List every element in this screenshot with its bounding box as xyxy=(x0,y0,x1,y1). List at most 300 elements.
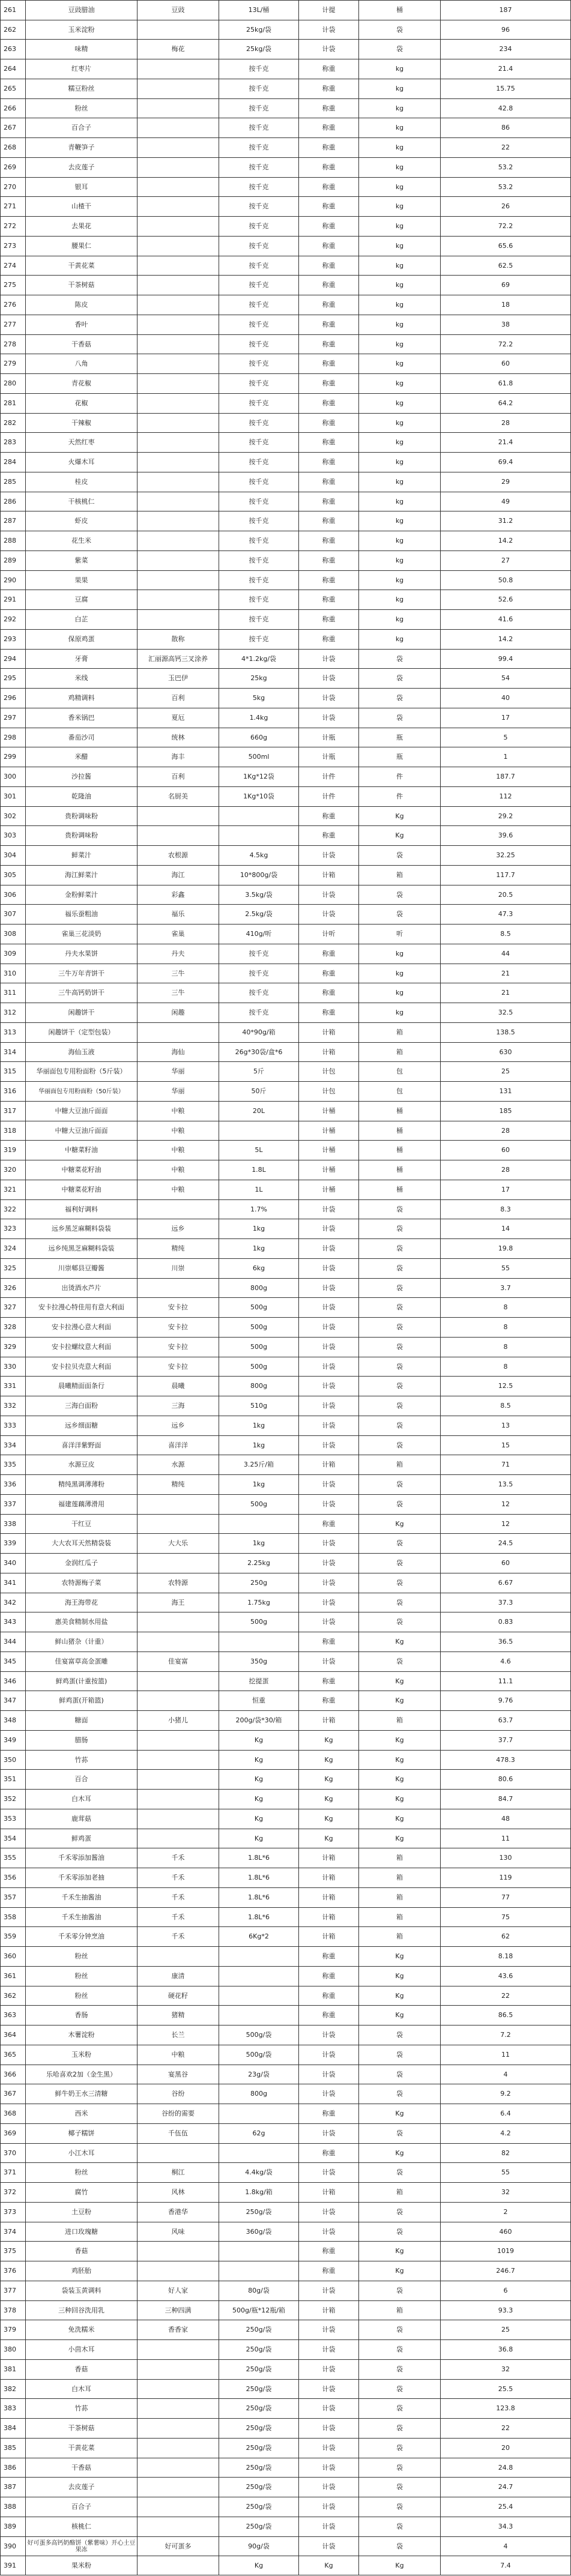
cell-spec: 250g/袋 xyxy=(219,2439,298,2458)
cell-price: 21 xyxy=(440,964,571,983)
cell-unit: 袋 xyxy=(358,1573,440,1593)
cell-unit-method: 称重 xyxy=(298,197,358,216)
table-row xyxy=(0,1278,571,1297)
cell-unit-method: 称重 xyxy=(298,1003,358,1022)
cell-spec: 1kg xyxy=(219,1534,298,1553)
cell-row-number: 332 xyxy=(0,1396,25,1416)
table-row xyxy=(0,1101,571,1121)
cell-row-number: 361 xyxy=(0,1967,25,1986)
cell-unit: 袋 xyxy=(358,1436,440,1455)
cell-brand: 远乡 xyxy=(137,1219,219,1238)
cell-unit: 袋 xyxy=(358,708,440,728)
cell-unit-method: 计袋 xyxy=(298,1534,358,1553)
cell-unit: 袋 xyxy=(358,2026,440,2045)
cell-row-number: 329 xyxy=(0,1338,25,1357)
cell-spec: 按千克 xyxy=(219,590,298,609)
cell-spec: 按千克 xyxy=(219,178,298,196)
table-row xyxy=(0,1376,571,1396)
cell-row-number: 338 xyxy=(0,1515,25,1533)
cell-price: 20 xyxy=(440,2439,571,2458)
table-row xyxy=(0,2143,571,2162)
cell-row-number: 362 xyxy=(0,1986,25,2005)
cell-product-name: 干香菇 xyxy=(25,2458,137,2477)
cell-row-number: 269 xyxy=(0,158,25,177)
cell-row-number: 265 xyxy=(0,79,25,98)
cell-price: 32 xyxy=(440,2360,571,2379)
cell-brand xyxy=(137,492,219,511)
cell-spec: 1.75kg xyxy=(219,1593,298,1612)
cell-row-number: 363 xyxy=(0,2006,25,2025)
cell-unit: kg xyxy=(358,1003,440,1022)
cell-unit: 箱 xyxy=(358,1927,440,1946)
cell-unit-method: 计袋 xyxy=(298,1279,358,1297)
cell-unit: 听 xyxy=(358,925,440,944)
cell-unit: Kg xyxy=(358,807,440,825)
cell-row-number: 286 xyxy=(0,492,25,511)
table-row xyxy=(0,1514,571,1533)
cell-spec: 250g/袋 xyxy=(219,2517,298,2536)
cell-brand: 风林 xyxy=(137,2183,219,2202)
cell-row-number: 343 xyxy=(0,1612,25,1632)
cell-brand xyxy=(137,2242,219,2261)
cell-brand xyxy=(137,531,219,550)
cell-product-name: 千禾零添加酱油 xyxy=(25,1848,137,1868)
cell-row-number: 374 xyxy=(0,2222,25,2241)
cell-product-name: 虾皮 xyxy=(25,511,137,531)
cell-price: 19.8 xyxy=(440,1239,571,1258)
cell-unit-method: 称重 xyxy=(298,944,358,964)
cell-row-number: 287 xyxy=(0,511,25,531)
cell-unit-method: 称重 xyxy=(298,276,358,295)
cell-brand: 佳宴富 xyxy=(137,1652,219,1671)
table-row xyxy=(0,1160,571,1180)
cell-unit: 箱 xyxy=(358,1888,440,1907)
cell-unit: kg xyxy=(358,453,440,472)
cell-price: 38 xyxy=(440,315,571,334)
cell-unit-method: 称重 xyxy=(298,551,358,570)
cell-product-name: 福建莲藕薄滑用 xyxy=(25,1495,137,1514)
table-row xyxy=(0,570,571,590)
cell-row-number: 370 xyxy=(0,2144,25,2162)
cell-price: 84.7 xyxy=(440,1790,571,1809)
cell-spec: 800g xyxy=(219,1279,298,1297)
table-row xyxy=(0,649,571,668)
cell-row-number: 281 xyxy=(0,394,25,413)
cell-price: 75 xyxy=(440,1908,571,1926)
cell-unit: 袋 xyxy=(358,1259,440,1278)
cell-price: 41.6 xyxy=(440,610,571,629)
cell-unit-method: 称重 xyxy=(298,118,358,137)
cell-unit-method: 称重 xyxy=(298,472,358,492)
cell-brand: 梅花 xyxy=(137,40,219,59)
cell-spec xyxy=(219,2261,298,2281)
table-row xyxy=(0,196,571,216)
cell-price: 86 xyxy=(440,118,571,137)
cell-unit: Kg xyxy=(358,1691,440,1710)
cell-price: 117.7 xyxy=(440,866,571,885)
cell-spec: 按千克 xyxy=(219,315,298,334)
table-row xyxy=(0,1573,571,1593)
cell-spec: Kg xyxy=(219,1790,298,1809)
cell-product-name: 腐竹 xyxy=(25,2183,137,2202)
cell-price: 53.2 xyxy=(440,158,571,177)
cell-brand xyxy=(137,807,219,825)
cell-spec: 按千克 xyxy=(219,630,298,649)
cell-unit-method: 计袋 xyxy=(298,2340,358,2359)
cell-unit: 袋 xyxy=(358,2380,440,2398)
cell-product-name: 中糖菜花籽油 xyxy=(25,1160,137,1180)
cell-brand xyxy=(137,1809,219,1829)
cell-row-number: 386 xyxy=(0,2458,25,2477)
cell-price: 6.67 xyxy=(440,1573,571,1593)
table-row xyxy=(0,1337,571,1357)
cell-unit: 袋 xyxy=(358,1318,440,1337)
cell-unit-method: 计箱 xyxy=(298,1927,358,1946)
cell-brand: 海王 xyxy=(137,1593,219,1612)
cell-unit-method: 计袋 xyxy=(298,669,358,688)
cell-brand xyxy=(137,433,219,452)
cell-price: 63.7 xyxy=(440,1711,571,1730)
cell-unit: kg xyxy=(358,472,440,492)
cell-brand: 三海 xyxy=(137,1396,219,1416)
cell-product-name: 远乡细面糖 xyxy=(25,1416,137,1435)
cell-spec: 10*800g/袋 xyxy=(219,866,298,885)
table-row xyxy=(0,2222,571,2241)
cell-product-name: 木薯淀粉 xyxy=(25,2026,137,2045)
cell-price: 1 xyxy=(440,747,571,767)
cell-unit-method: 称重 xyxy=(298,1947,358,1966)
cell-unit-method: 称重 xyxy=(298,531,358,550)
cell-brand: 汇丽源高钙三叉涂养 xyxy=(137,650,219,668)
cell-unit: 袋 xyxy=(358,2340,440,2359)
cell-unit-method: 计袋 xyxy=(298,2026,358,2045)
cell-product-name: 闲趣饼干 xyxy=(25,1003,137,1022)
cell-unit-method: 计瓶 xyxy=(298,747,358,767)
cell-price: 119 xyxy=(440,1868,571,1887)
cell-product-name: 小江木耳 xyxy=(25,2144,137,2162)
cell-price: 12.5 xyxy=(440,1377,571,1396)
cell-price: 28 xyxy=(440,1160,571,1180)
cell-unit: kg xyxy=(358,79,440,98)
cell-brand: 农根源 xyxy=(137,846,219,865)
cell-spec: 25kg/袋 xyxy=(219,40,298,59)
table-row xyxy=(0,2025,571,2045)
cell-row-number: 318 xyxy=(0,1121,25,1140)
cell-brand xyxy=(137,1770,219,1789)
cell-price: 32.25 xyxy=(440,846,571,865)
cell-unit-method: 计袋 xyxy=(298,2380,358,2398)
cell-row-number: 381 xyxy=(0,2360,25,2379)
cell-unit: 袋 xyxy=(358,1612,440,1632)
cell-unit-method: 称重 xyxy=(298,826,358,845)
cell-product-name: 香菇 xyxy=(25,2242,137,2261)
cell-brand xyxy=(137,472,219,492)
cell-unit-method: Kg xyxy=(298,1770,358,1789)
cell-brand: 中粮 xyxy=(137,2045,219,2065)
cell-product-name: 味精 xyxy=(25,40,137,59)
cell-unit: 袋 xyxy=(358,2497,440,2517)
cell-price: 112 xyxy=(440,787,571,806)
cell-unit-method: 称重 xyxy=(298,964,358,983)
table-row xyxy=(0,2359,571,2379)
cell-unit: Kg xyxy=(358,2104,440,2123)
cell-spec: 500ml xyxy=(219,747,298,767)
cell-row-number: 356 xyxy=(0,1868,25,1887)
cell-spec: 5L xyxy=(219,1141,298,1160)
cell-product-name: 八角 xyxy=(25,354,137,373)
cell-unit: 袋 xyxy=(358,1534,440,1553)
cell-row-number: 298 xyxy=(0,728,25,747)
cell-row-number: 391 xyxy=(0,2556,25,2575)
cell-spec: 1L xyxy=(219,1180,298,1199)
cell-price: 52.6 xyxy=(440,590,571,609)
cell-row-number: 283 xyxy=(0,433,25,452)
cell-unit-method: 称重 xyxy=(298,1967,358,1986)
cell-unit: kg xyxy=(358,158,440,177)
cell-brand: 康清 xyxy=(137,1967,219,1986)
cell-unit-method: 称重 xyxy=(298,237,358,256)
cell-product-name: 干黄花菜 xyxy=(25,2439,137,2458)
cell-unit-method: 计袋 xyxy=(298,2497,358,2517)
cell-spec: 按千克 xyxy=(219,964,298,983)
cell-spec: 250g/袋 xyxy=(219,2320,298,2339)
cell-price: 60 xyxy=(440,1554,571,1573)
cell-row-number: 316 xyxy=(0,1082,25,1101)
cell-unit-method: 计桶 xyxy=(298,1102,358,1121)
table-row xyxy=(0,1494,571,1514)
cell-brand: 远乡 xyxy=(137,1416,219,1435)
cell-unit-method: 称重 xyxy=(298,295,358,315)
table-row xyxy=(0,550,571,570)
cell-price: 99.4 xyxy=(440,650,571,668)
cell-unit: 瓶 xyxy=(358,747,440,767)
cell-unit: 箱 xyxy=(358,2183,440,2202)
cell-brand xyxy=(137,2340,219,2359)
table-row xyxy=(0,2241,571,2261)
cell-row-number: 272 xyxy=(0,217,25,236)
cell-spec: 按千克 xyxy=(219,335,298,354)
cell-unit: kg xyxy=(358,256,440,275)
table-row xyxy=(0,2202,571,2222)
cell-price: 25.4 xyxy=(440,2497,571,2517)
cell-row-number: 299 xyxy=(0,747,25,767)
cell-spec xyxy=(219,1986,298,2005)
table-row xyxy=(0,708,571,728)
cell-price: 22 xyxy=(440,2419,571,2438)
cell-price: 130 xyxy=(440,1848,571,1868)
cell-brand: 安卡拉 xyxy=(137,1298,219,1317)
cell-spec: 按千克 xyxy=(219,99,298,118)
cell-brand: 农特源 xyxy=(137,1573,219,1593)
cell-unit: 袋 xyxy=(358,689,440,708)
cell-spec: 按千克 xyxy=(219,472,298,492)
cell-brand xyxy=(137,79,219,98)
cell-brand xyxy=(137,138,219,157)
cell-brand: 华丽 xyxy=(137,1082,219,1101)
cell-unit-method: 计袋 xyxy=(298,1377,358,1396)
cell-product-name: 紫菜 xyxy=(25,551,137,570)
cell-brand: 豆豉 xyxy=(137,1,219,20)
cell-unit-method: 称重 xyxy=(298,158,358,177)
table-row xyxy=(0,157,571,177)
cell-product-name: 西米 xyxy=(25,2104,137,2123)
cell-product-name: 千禾生抽酱油 xyxy=(25,1888,137,1907)
cell-unit: 件 xyxy=(358,787,440,806)
cell-row-number: 309 xyxy=(0,944,25,964)
table-row xyxy=(0,1081,571,1101)
cell-brand: 雀巢 xyxy=(137,925,219,944)
cell-product-name: 三牛万年青饼干 xyxy=(25,964,137,983)
cell-unit-method: 称重 xyxy=(298,256,358,275)
cell-price: 20.5 xyxy=(440,885,571,904)
cell-unit: 袋 xyxy=(358,1279,440,1297)
cell-price: 29 xyxy=(440,472,571,492)
cell-price: 93.3 xyxy=(440,2301,571,2320)
cell-brand: 华丽 xyxy=(137,1062,219,1081)
cell-row-number: 290 xyxy=(0,571,25,590)
cell-unit-method: 计袋 xyxy=(298,2537,358,2556)
cell-price: 69 xyxy=(440,276,571,295)
table-row xyxy=(0,1003,571,1022)
cell-spec: 1.8kg/箱 xyxy=(219,2183,298,2202)
cell-price: 36.8 xyxy=(440,2340,571,2359)
cell-unit-method: 计提 xyxy=(298,1,358,20)
cell-spec: 250g/袋 xyxy=(219,2497,298,2517)
cell-unit-method: 称重 xyxy=(298,79,358,98)
cell-price: 25 xyxy=(440,2320,571,2339)
cell-product-name: 白木耳 xyxy=(25,2380,137,2398)
cell-unit: Kg xyxy=(358,1967,440,1986)
cell-unit: 袋 xyxy=(358,885,440,904)
cell-unit-method: 计袋 xyxy=(298,846,358,865)
cell-product-name: 粉丝 xyxy=(25,1986,137,2005)
cell-unit: Kg xyxy=(358,1947,440,1966)
cell-brand xyxy=(137,1279,219,1297)
cell-price: 18 xyxy=(440,295,571,315)
cell-unit-method: 计袋 xyxy=(298,650,358,668)
cell-unit-method: 计瓶 xyxy=(298,728,358,747)
cell-unit: 箱 xyxy=(358,1455,440,1474)
cell-product-name: 干茶树菇 xyxy=(25,276,137,295)
cell-unit: 箱 xyxy=(358,2301,440,2320)
cell-product-name: 海仙玉液 xyxy=(25,1043,137,1061)
cell-row-number: 277 xyxy=(0,315,25,334)
cell-unit: 箱 xyxy=(358,1908,440,1926)
cell-spec: 360g/袋 xyxy=(219,2222,298,2241)
cell-product-name: 袋装玉黄调料 xyxy=(25,2281,137,2300)
cell-unit-method: 计袋 xyxy=(298,1573,358,1593)
cell-row-number: 388 xyxy=(0,2497,25,2517)
cell-row-number: 270 xyxy=(0,178,25,196)
cell-row-number: 352 xyxy=(0,1790,25,1809)
cell-spec: 250g/袋 xyxy=(219,2478,298,2497)
cell-unit: Kg xyxy=(358,1731,440,1750)
cell-row-number: 330 xyxy=(0,1357,25,1376)
cell-brand: 水源 xyxy=(137,1455,219,1474)
cell-product-name: 干黄花菜 xyxy=(25,256,137,275)
cell-brand: 百利 xyxy=(137,689,219,708)
cell-unit: Kg xyxy=(358,1809,440,1829)
cell-unit: 袋 xyxy=(358,905,440,924)
cell-price: 460 xyxy=(440,2222,571,2241)
cell-unit: Kg xyxy=(358,826,440,845)
cell-unit: 袋 xyxy=(358,1377,440,1396)
cell-row-number: 347 xyxy=(0,1691,25,1710)
cell-unit: 桶 xyxy=(358,1102,440,1121)
cell-row-number: 297 xyxy=(0,708,25,728)
table-row xyxy=(0,806,571,825)
cell-spec xyxy=(219,2242,298,2261)
cell-row-number: 385 xyxy=(0,2439,25,2458)
cell-price: 42.8 xyxy=(440,99,571,118)
cell-unit: Kg xyxy=(358,2006,440,2025)
cell-unit: Kg xyxy=(358,2242,440,2261)
cell-unit-method: 称重 xyxy=(298,2006,358,2025)
cell-price: 17 xyxy=(440,708,571,728)
cell-product-name: 腊肠 xyxy=(25,1731,137,1750)
cell-product-name: 沙拉酱 xyxy=(25,767,137,786)
cell-product-name: 粉丝 xyxy=(25,1947,137,1966)
cell-product-name: 中糖大豆油斤面面 xyxy=(25,1102,137,1121)
table-row xyxy=(0,118,571,137)
cell-row-number: 262 xyxy=(0,20,25,39)
cell-row-number: 345 xyxy=(0,1652,25,1671)
cell-unit-method: 计袋 xyxy=(298,689,358,708)
table-row xyxy=(0,1219,571,1238)
cell-price: 96 xyxy=(440,20,571,39)
cell-spec: 按千克 xyxy=(219,944,298,964)
cell-product-name: 糯豆粉丝 xyxy=(25,79,137,98)
cell-row-number: 389 xyxy=(0,2517,25,2536)
cell-spec: 500g xyxy=(219,1612,298,1632)
table-row xyxy=(0,1199,571,1219)
cell-row-number: 327 xyxy=(0,1298,25,1317)
cell-price: 61.8 xyxy=(440,374,571,393)
cell-price: 478.3 xyxy=(440,1751,571,1769)
table-row xyxy=(0,609,571,629)
cell-unit: Kg xyxy=(358,1986,440,2005)
cell-spec: 250g/袋 xyxy=(219,2419,298,2438)
cell-brand xyxy=(137,2458,219,2477)
cell-product-name: 惠美食精制水用盐 xyxy=(25,1612,137,1632)
cell-unit-method: 计桶 xyxy=(298,1180,358,1199)
cell-spec: 挖提蛋 xyxy=(219,1672,298,1691)
cell-row-number: 278 xyxy=(0,335,25,354)
cell-row-number: 311 xyxy=(0,983,25,1003)
cell-unit: 瓶 xyxy=(358,728,440,747)
cell-unit: 袋 xyxy=(358,2458,440,2477)
cell-price: 6.4 xyxy=(440,2104,571,2123)
cell-brand xyxy=(137,335,219,354)
cell-product-name: 牙膏 xyxy=(25,650,137,668)
cell-price: 49 xyxy=(440,492,571,511)
cell-product-name: 百合子 xyxy=(25,2497,137,2517)
table-row xyxy=(0,2261,571,2281)
cell-unit-method: 计袋 xyxy=(298,40,358,59)
cell-price: 34.3 xyxy=(440,2517,571,2536)
cell-price: 50.8 xyxy=(440,571,571,590)
cell-brand xyxy=(137,118,219,137)
cell-spec: 按千克 xyxy=(219,118,298,137)
cell-unit-method: 计箱 xyxy=(298,1023,358,1042)
cell-brand: 三种四满 xyxy=(137,2301,219,2320)
cell-unit: kg xyxy=(358,610,440,629)
cell-spec: 1Kg*10袋 xyxy=(219,787,298,806)
cell-price: 40 xyxy=(440,689,571,708)
cell-unit: kg xyxy=(358,551,440,570)
table-row xyxy=(0,825,571,845)
cell-unit: Kg xyxy=(358,2556,440,2575)
